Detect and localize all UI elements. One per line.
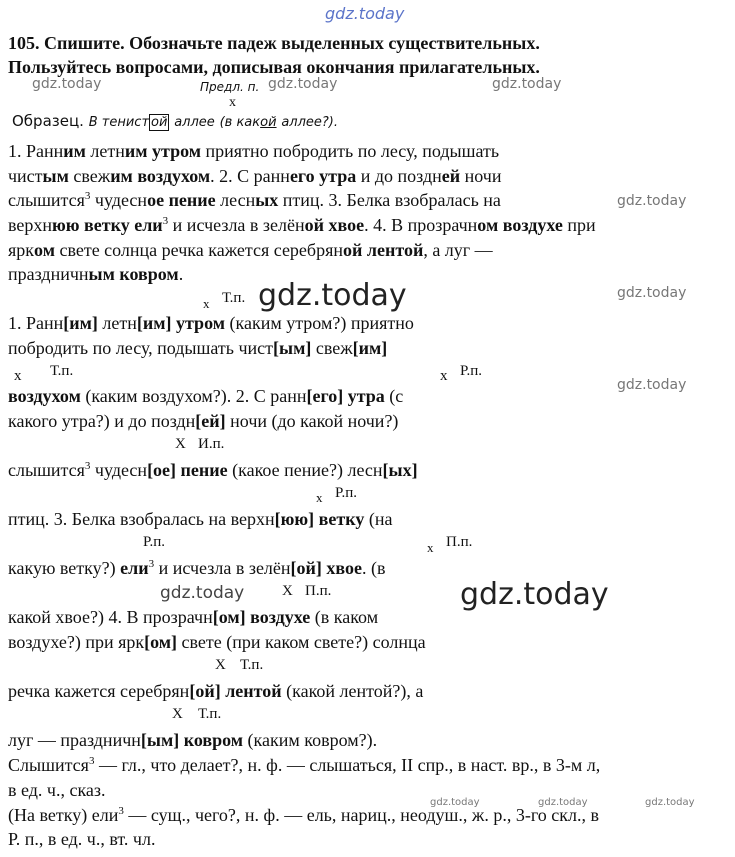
sample-text: аллее?).: [281, 115, 339, 130]
case-mark-tp: Т.п.: [240, 657, 264, 673]
watermark-large: gdz.today: [258, 278, 407, 313]
task-line-4: верхнюю ветку ели$^3$ и исчезла в зелёной хвое. 4. В прозрачном воздухе при: [8, 215, 596, 235]
case-mark-x: x: [316, 490, 323, 505]
answer-line-8: какой хвое?) 4. В прозрачн[ом] воздухе (в каком: [8, 607, 379, 627]
watermark: gdz.today: [645, 797, 695, 808]
case-mark-ip: И.п.: [198, 436, 225, 452]
sample-text: В тенист: [88, 115, 150, 130]
watermark: gdz.today: [617, 377, 687, 393]
answer-line-2: побродить по лесу, подышать чист[ым] свеж[им]: [8, 338, 388, 358]
case-mark-x: X: [175, 436, 186, 452]
task-line-2: чистым свежим воздухом. 2. С раннего утра и до поздней ночи: [8, 166, 502, 186]
watermark: gdz.today: [538, 797, 588, 808]
exercise-title-line1: 105. Спишите. Обозначьте падеж выделенных существительных.: [8, 33, 540, 53]
answer-line-4: какого утра?) и до поздн[ей] ночи (до какой ночи?): [8, 411, 399, 431]
sample-underlined-ending: ой: [260, 115, 277, 130]
case-mark-rp: Р.п.: [143, 534, 165, 550]
case-mark-x: X: [282, 583, 293, 599]
case-mark-x: x: [440, 368, 448, 384]
watermark-top: gdz.today: [325, 4, 405, 23]
case-mark-x: X: [215, 657, 226, 673]
answer-line-9: воздухе?) при ярк[ом] свете (при каком свете?) солнца: [8, 632, 426, 652]
sample-boxed-ending: ой: [151, 115, 168, 130]
case-mark-pp: П.п.: [305, 583, 332, 599]
sample-text: (в как: [219, 115, 261, 130]
case-mark-x: x: [203, 296, 210, 311]
case-mark-tp: Т.п.: [198, 706, 222, 722]
answer-line-1: 1. Ранн[им] летн[им] утром (каким утром?) приятно: [8, 313, 414, 333]
exercise-title-line2: Пользуйтесь вопросами, дописывая окончания прилагательных.: [8, 57, 540, 77]
watermark: gdz.today: [617, 193, 687, 209]
answer-line-7: какую ветку?) ели$^3$ и исчезла в зелён[ой] хвое. (в: [8, 558, 386, 578]
case-mark-rp: Р.п.: [335, 485, 357, 501]
watermark-large: gdz.today: [460, 577, 609, 612]
sample-x-mark: x: [229, 95, 236, 110]
case-mark-x: x: [427, 540, 434, 555]
task-line-3: слышится$^3$ чудесное пение лесных птиц. 3. Белка взобралась на: [8, 190, 501, 210]
watermark: gdz.today: [617, 285, 687, 301]
analysis-line-2: в ед. ч., сказ.: [8, 780, 106, 800]
sample-word: Образец.: [12, 112, 84, 130]
answer-line-3: воздухом (каким воздухом?). 2. С ранн[его] утра (с: [8, 386, 404, 406]
sample-line: [12, 112, 338, 130]
task-line-1: 1. Ранним летним утром приятно побродить по лесу, подышать: [8, 141, 500, 161]
answer-line-5: слышится$^3$ чудесн[ое] пение (какое пение?) лесн[ых]: [8, 460, 418, 480]
watermark: gdz.today: [268, 76, 338, 92]
case-mark-tp: Т.п.: [50, 363, 74, 379]
watermark: gdz.today: [430, 797, 480, 808]
watermark: gdz.today: [492, 76, 562, 92]
case-mark-pp: П.п.: [446, 534, 473, 550]
answer-line-11: луг — праздничн[ым] ковром (каким ковром?).: [8, 730, 378, 750]
analysis-line-4: Р. п., в ед. ч., вт. чл.: [8, 829, 156, 849]
answer-line-10: речка кажется серебрян[ой] лентой (какой лентой?), а: [8, 681, 424, 701]
analysis-line-3: (На ветку) ели$^3$ — сущ., чего?, н. ф. — ель, нариц., неодуш., ж. р., 3-го скл., в: [8, 805, 599, 825]
task-line-6: праздничным ковром.: [8, 264, 184, 284]
watermark: gdz.today: [160, 583, 245, 603]
case-mark-x: X: [172, 706, 183, 722]
task-line-5: ярком свете солнца речка кажется серебряной лентой, а луг —: [8, 240, 493, 260]
case-mark-x: x: [14, 368, 22, 384]
analysis-line-1: Слышится$^3$ — гл., что делает?, н. ф. — слышаться, II спр., в наст. вр., в 3-м л,: [8, 755, 601, 775]
case-mark-tp: Т.п.: [222, 290, 246, 306]
answer-line-6: птиц. 3. Белка взобралась на верхн[юю] ветку (на: [8, 509, 393, 529]
sample-text: аллее: [174, 115, 215, 130]
case-mark-rp: Р.п.: [460, 363, 482, 379]
watermark: gdz.today: [32, 76, 102, 92]
sample-case-label: Предл. п.: [200, 80, 260, 94]
